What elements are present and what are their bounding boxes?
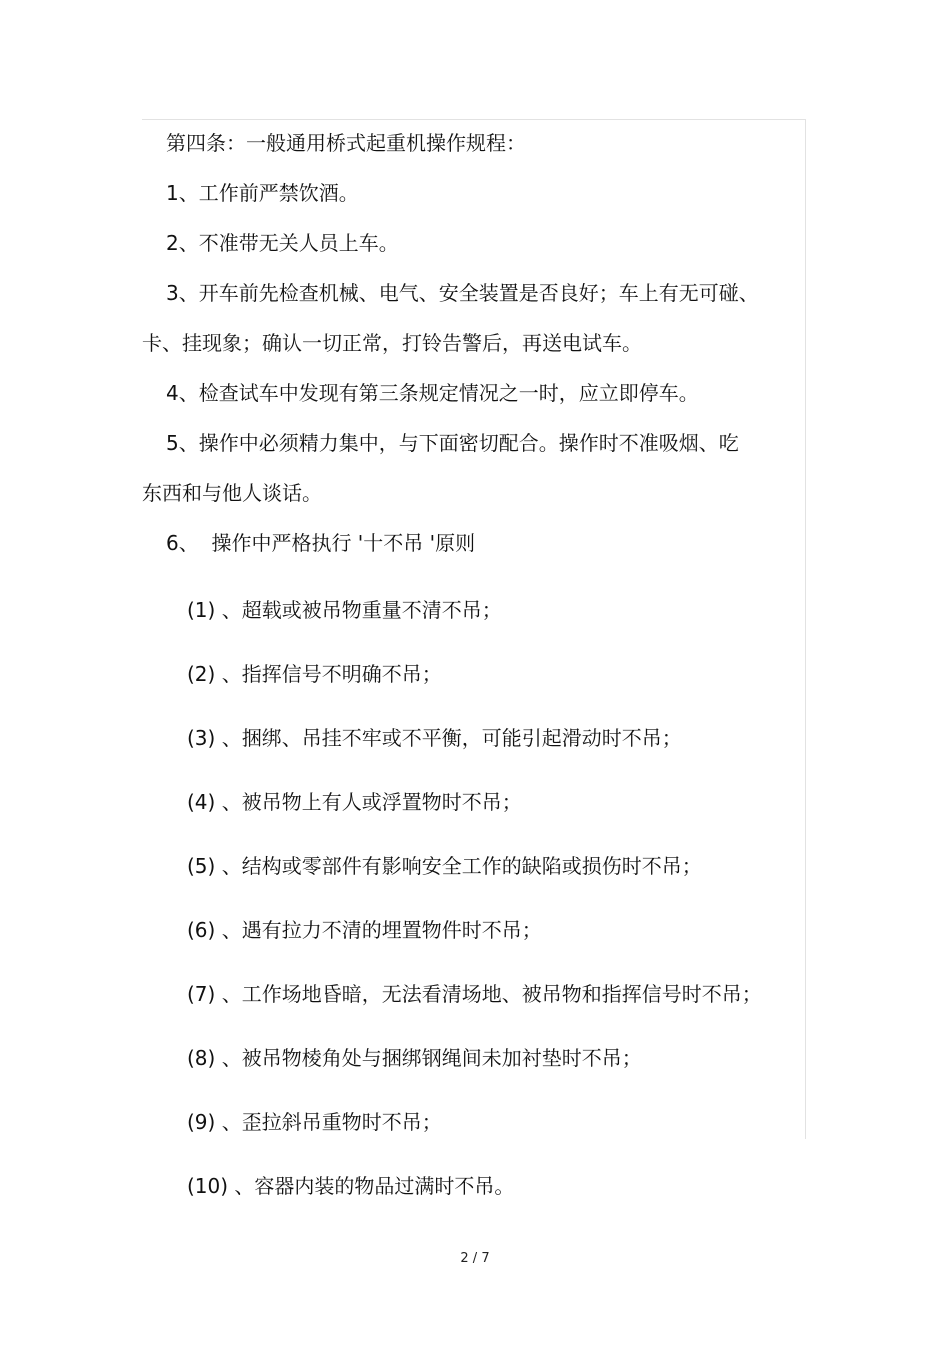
item-5-line-2: 东西和与他人谈话。 [142,481,322,505]
rule-10 [187,1173,514,1199]
rule-number: (2) [187,662,216,686]
rule-text: 、结构或零部件有影响安全工作的缺陷或损伤时不吊； [215,854,702,878]
rule-3 [187,725,682,751]
page-number: 2 / 7 [460,1251,490,1266]
item-1: 1、工作前严禁饮酒。 [166,181,359,205]
rule-1 [187,597,502,623]
item-3-line-1: 3、开车前先检查机械、电气、安全装置是否良好；车上有无可碰、 [166,281,759,305]
rule-text: 、捆绑、吊挂不牢或不平衡，可能引起滑动时不吊； [215,726,682,750]
rule-text: 、指挥信号不明确不吊； [215,662,442,686]
rule-text: 、遇有拉力不清的埋置物件时不吊； [215,918,542,942]
item-4: 4、检查试车中发现有第三条规定情况之一时，应立即停车。 [166,381,699,405]
rule-number: (8) [187,1046,216,1070]
rule-2 [187,661,442,687]
rule-text: 、容器内装的物品过满时不吊。 [228,1174,515,1198]
rule-4 [187,789,522,815]
item-5-line-1: 5、操作中必须精力集中，与下面密切配合。操作时不准吸烟、吃 [166,431,739,455]
rule-7 [187,981,762,1007]
rule-text: 、被吊物上有人或浮置物时不吊； [215,790,522,814]
rule-9 [187,1109,442,1135]
rule-text: 、工作场地昏暗，无法看清场地、被吊物和指挥信号时不吊； [215,982,762,1006]
rule-number: (3) [187,726,216,750]
rule-6 [187,917,542,943]
rule-text: 、超载或被吊物重量不清不吊； [215,598,502,622]
rule-number: (1) [187,598,216,622]
item-6: 6、 操作中严格执行 '十不吊 '原则 [166,531,476,555]
rule-number: (5) [187,854,216,878]
rule-8 [187,1045,642,1071]
rule-number: (4) [187,790,216,814]
item-2: 2、不准带无关人员上车。 [166,231,399,255]
article-heading: 第四条：一般通用桥式起重机操作规程： [166,131,526,155]
rule-number: (6) [187,918,216,942]
rule-number: (9) [187,1110,216,1134]
rule-number: (7) [187,982,216,1006]
rule-text: 、被吊物棱角处与捆绑钢绳间未加衬垫时不吊； [215,1046,642,1070]
rule-text: 、歪拉斜吊重物时不吊； [215,1110,442,1134]
rule-number: (10) [187,1174,229,1198]
item-3-line-2: 卡、挂现象；确认一切正常，打铃告警后，再送电试车。 [142,331,642,355]
rule-5 [187,853,702,879]
